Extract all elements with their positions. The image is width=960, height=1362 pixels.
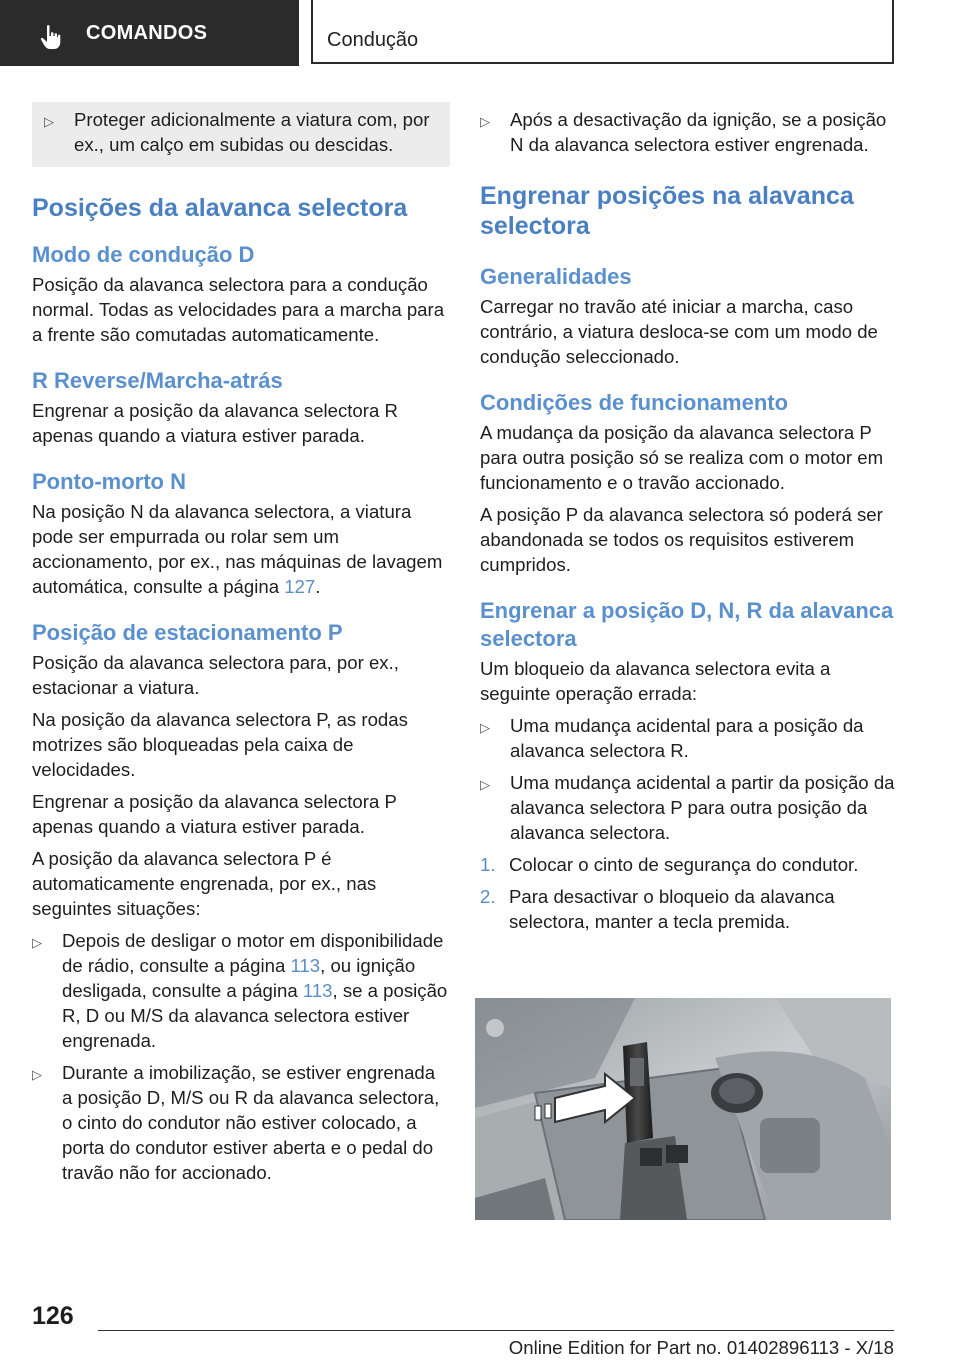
subsection-heading: Modo de condução D <box>32 242 255 267</box>
text-run: , ou ignição desligada, consulte a página <box>62 955 416 1001</box>
subsection-heading: R Reverse/Marcha-atrás <box>32 368 283 393</box>
paragraph: Engrenar a posição da alavanca selectora R apenas quando a viatura estiver parada. <box>32 400 398 446</box>
right-column <box>480 102 896 934</box>
section-tab-label: COMANDOS <box>86 22 208 44</box>
list-item <box>480 770 896 845</box>
paragraph: A posição P da alavanca selectora só poderá ser abandonada se todos os requisitos estiverem cumpridos. <box>480 504 883 575</box>
triangle-bullet-icon: ▷ <box>480 720 490 735</box>
left-column <box>32 102 450 1185</box>
section-tab[interactable] <box>0 0 299 66</box>
bullet-text: Proteger adicionalmente a viatura com, por ex., um calço em subidas ou descidas. <box>74 109 430 155</box>
text-run: , se a posição R, D ou M/S da alavanca selectora estiver engrenada. <box>62 980 448 1051</box>
page-link[interactable]: 127 <box>284 576 316 597</box>
paragraph: Na posição da alavanca selectora P, as rodas motrizes são bloqueadas pela caixa de velocidades. <box>32 709 408 780</box>
paragraph <box>32 499 450 599</box>
triangle-bullet-icon: ▷ <box>32 1067 42 1082</box>
triangle-bullet-icon: ▷ <box>480 114 490 129</box>
triangle-bullet-icon: ▷ <box>480 777 490 792</box>
list-item <box>44 107 438 157</box>
triangle-bullet-icon: ▷ <box>32 935 42 950</box>
chapter-tab-label: Condução <box>327 29 419 51</box>
section-heading: Posições da alavanca selectora <box>32 194 408 222</box>
page-link[interactable]: 113 <box>290 955 321 976</box>
paragraph: A posição da alavanca selectora P é automaticamente engrenada, por ex., nas seguintes situações: <box>32 848 377 919</box>
list-item <box>32 1060 450 1185</box>
subsection-heading: Engrenar a posição D, N, R da alavanca selectora <box>480 598 894 651</box>
paragraph: Carregar no travão até iniciar a marcha, caso contrário, a viatura desloca-se com um modo de condução seleccionado. <box>480 296 878 367</box>
page-number: 126 <box>32 1302 74 1330</box>
text-run: Depois de desligar o motor em disponibilidade de rádio, consulte a página <box>62 930 444 976</box>
page-link[interactable]: 113 <box>302 980 333 1001</box>
list-item <box>480 102 896 157</box>
gear-selector-photo <box>475 998 891 1220</box>
step-text: Colocar o cinto de segurança do condutor. <box>509 854 859 875</box>
list-item <box>480 713 896 763</box>
paragraph: A mudança da posição da alavanca selectora P para outra posição só se realiza com o motor em funcionamento e o travão accionado. <box>480 422 884 493</box>
subsection-heading: Generalidades <box>480 264 632 289</box>
triangle-bullet-icon: ▷ <box>44 114 54 129</box>
paragraph: Posição da alavanca selectora para, por ex., estacionar a viatura. <box>32 652 399 698</box>
step-number: 1. <box>480 854 496 875</box>
page-header <box>0 0 960 66</box>
list-item <box>32 928 450 1053</box>
paragraph: Um bloqueio da alavanca selectora evita a seguinte operação errada: <box>480 658 831 704</box>
step-number: 2. <box>480 886 496 907</box>
hand-pointer-icon <box>40 24 62 50</box>
bullet-text: Durante a imobilização, se estiver engrenada a posição D, M/S ou R da alavanca selectora, o cinto do condutor não estiver colocado, a porta do condutor estiver aberta e o pedal do travão não for accionado. <box>62 1062 440 1183</box>
bullet-text <box>62 928 450 1053</box>
numbered-step <box>480 884 896 934</box>
note-box <box>32 102 450 167</box>
subsection-heading: Ponto-morto N <box>32 469 186 494</box>
paragraph: Posição da alavanca selectora para a condução normal. Todas as velocidades para a marcha para a frente são comutadas automaticamente. <box>32 274 445 345</box>
footer-divider <box>98 1330 894 1331</box>
bullet-text: Uma mudança acidental para a posição da alavanca selectora R. <box>510 715 864 761</box>
text-run: Na posição N da alavanca selectora, a viatura pode ser empurrada ou rolar sem um accionamento, por ex., nas máquinas de lavagem automática, consulte a página <box>32 501 443 597</box>
text-run: . <box>315 576 321 597</box>
numbered-step <box>480 852 896 877</box>
paragraph: Engrenar a posição da alavanca selectora P apenas quando a viatura estiver parada. <box>32 791 397 837</box>
subsection-heading: Condições de funcionamento <box>480 390 789 415</box>
section-heading: Engrenar posições na alavanca selectora <box>480 182 854 240</box>
bullet-text: Após a desactivação da ignição, se a posição N da alavanca selectora estiver engrenada. <box>510 109 887 155</box>
subsection-heading: Posição de estacionamento P <box>32 620 343 645</box>
step-text: Para desactivar o bloqueio da alavanca selectora, manter a tecla premida. <box>509 886 835 932</box>
bullet-text: Uma mudança acidental a partir da posição da alavanca selectora P para outra posição da alavanca selectora. <box>510 772 895 843</box>
chapter-tab[interactable] <box>311 0 894 64</box>
edition-text: Online Edition for Part no. 01402896113 - X/18 <box>508 1337 894 1358</box>
